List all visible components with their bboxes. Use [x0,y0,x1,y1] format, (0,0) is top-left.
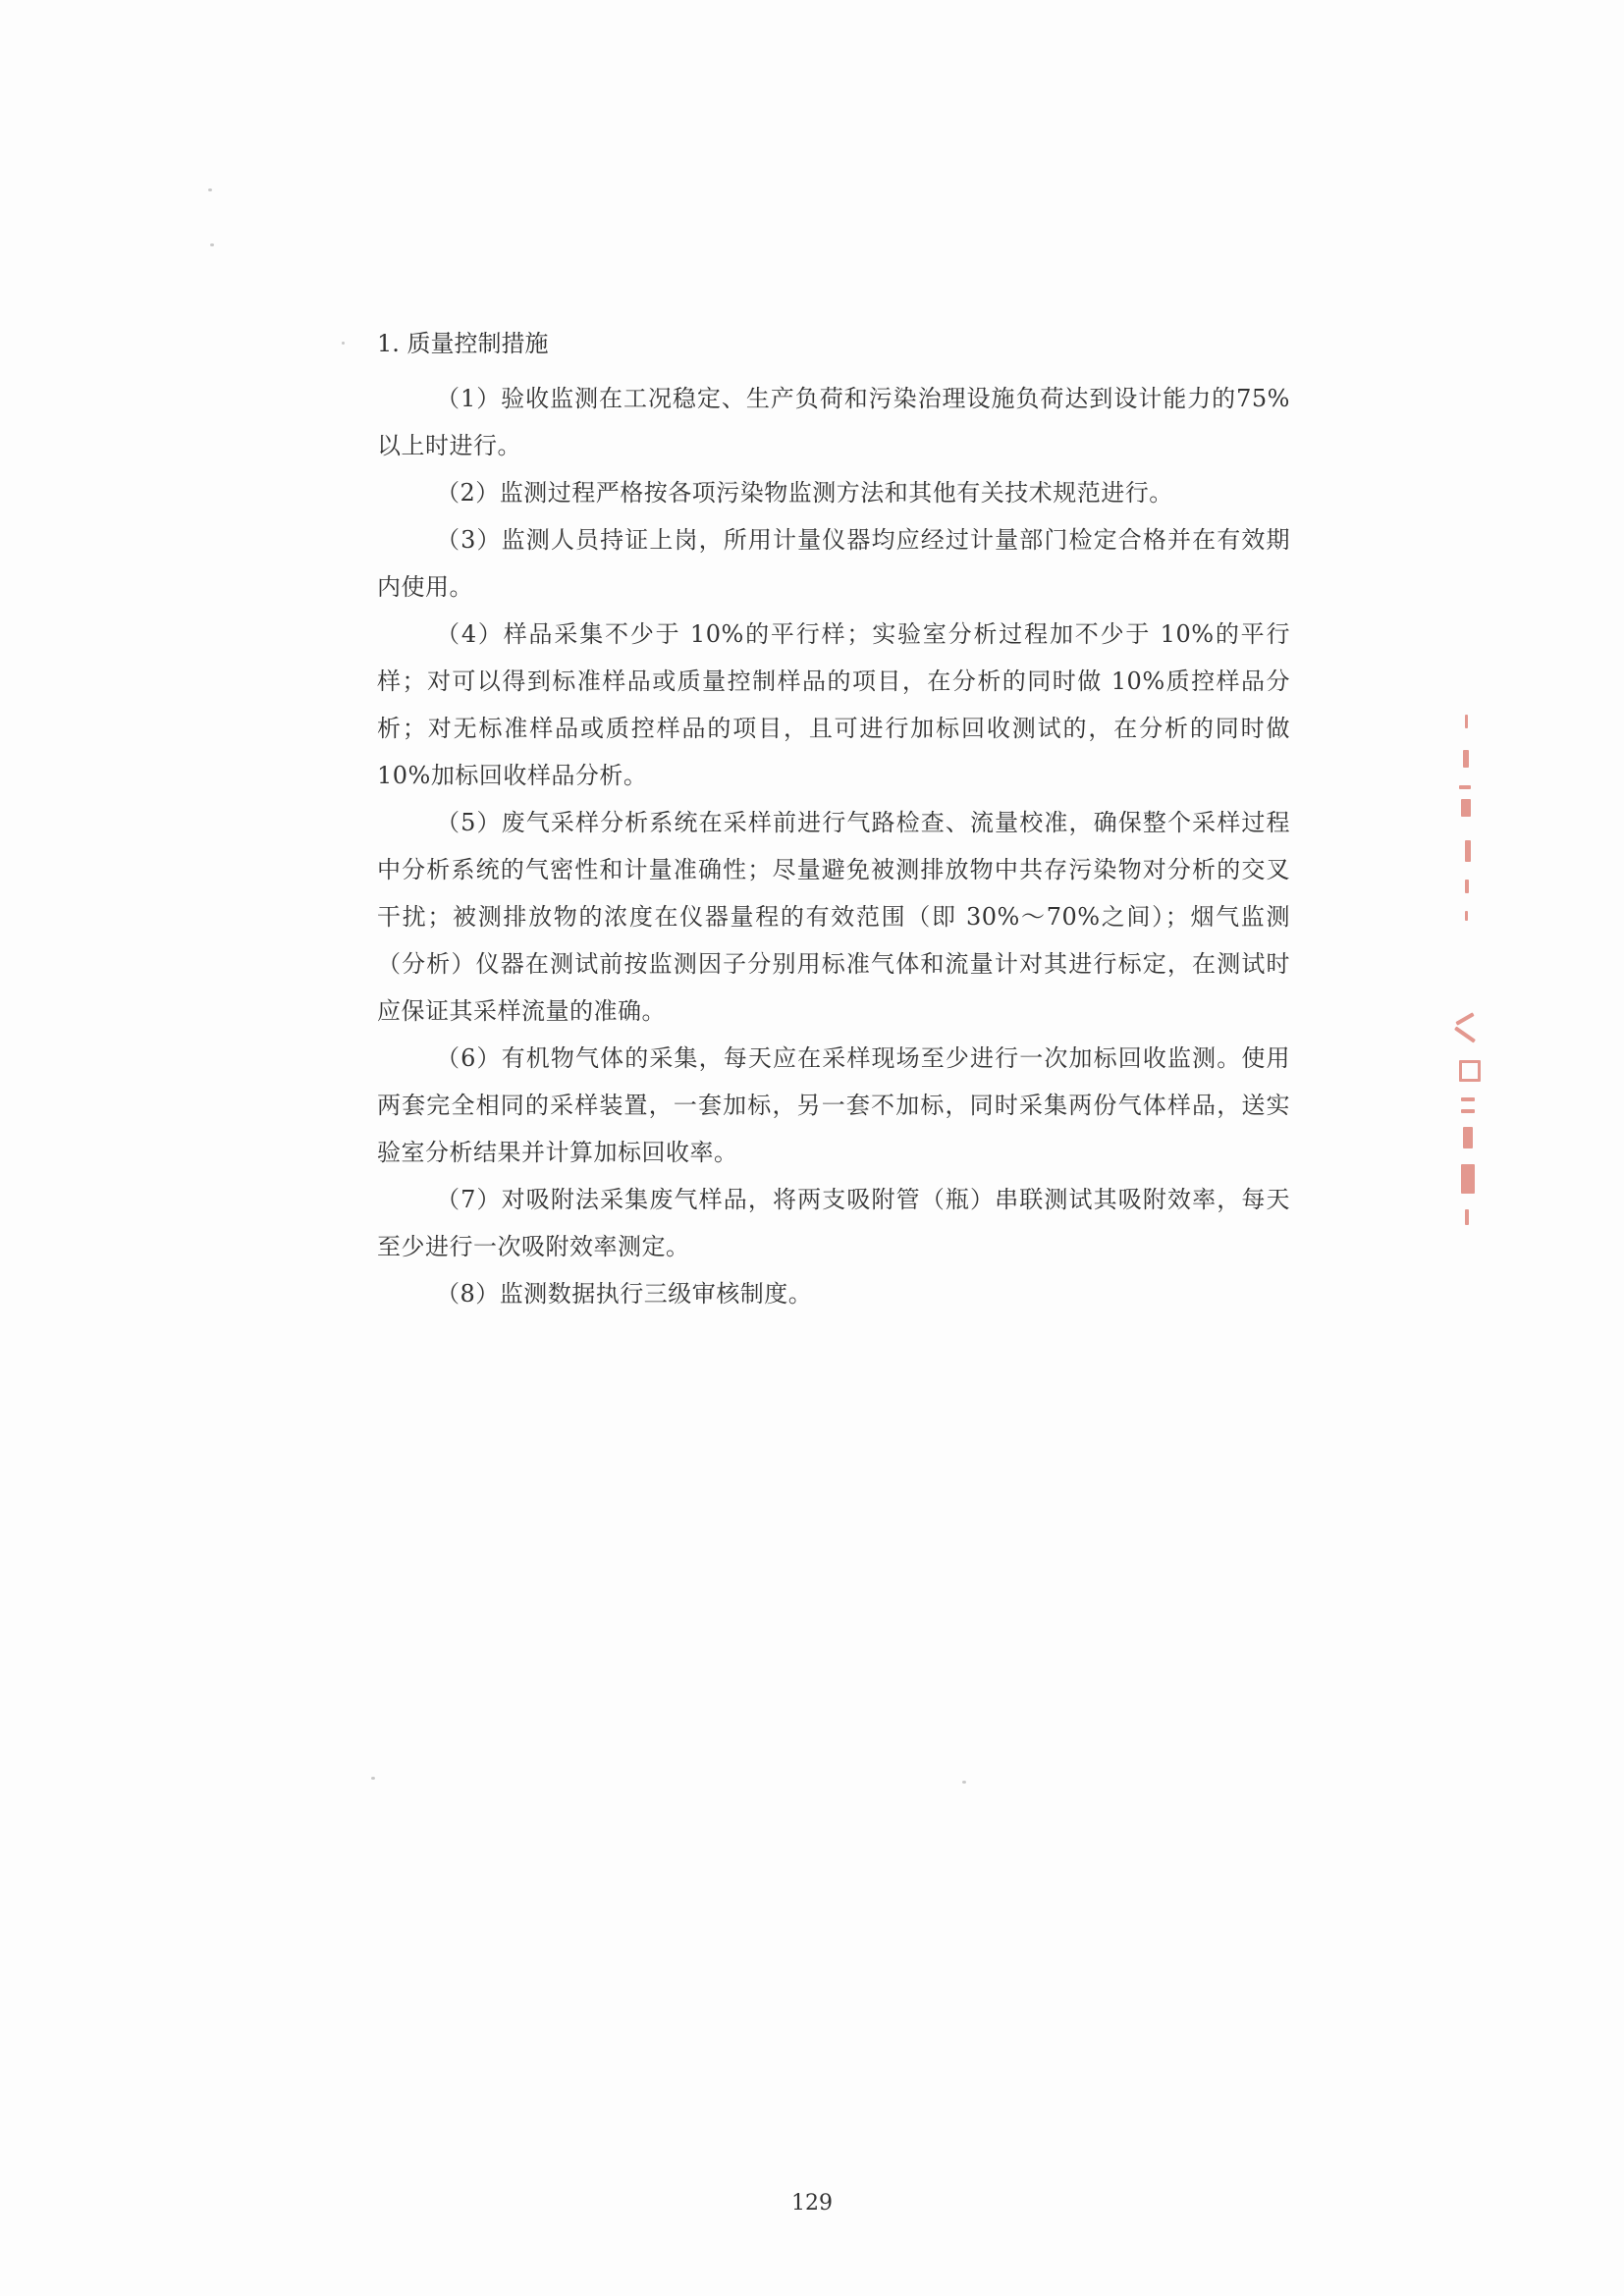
paragraph-4: （4）样品采集不少于 10%的平行样；实验室分析过程加不少于 10%的平行样；对可以得到标准样品或质量控制样品的项目，在分析的同时做 10%质控样品分析；对无标准样品或质控样品的项目，且可进行加标回收测试的，在分析的同时做 10%加标回收样品分析。 [377,620,1290,789]
paragraph-8: （8）监测数据执行三级审核制度。 [436,1280,813,1308]
paragraph-3: （3）监测人员持证上岗，所用计量仪器均应经过计量部门检定合格并在有效期内使用。 [377,526,1290,601]
page-number: 129 [791,2191,833,2216]
scan-speck [208,188,212,191]
scan-speck [962,1781,966,1784]
seal-stamp-fragment-upper [1451,715,1483,931]
main-content [377,316,1290,1317]
paragraph-6: （6）有机物气体的采集，每天应在采样现场至少进行一次加标回收监测。使用两套完全相同的采样装置，一套加标，另一套不加标，同时采集两份气体样品，送实验室分析结果并计算加标回收率。 [377,1044,1290,1166]
paragraph-7: （7）对吸附法采集废气样品，将两支吸附管（瓶）串联测试其吸附效率，每天至少进行一次吸附效率测定。 [377,1186,1290,1260]
paragraph-2: （2）监测过程严格按各项污染物监测方法和其他有关技术规范进行。 [436,479,1173,507]
paragraph-1: （1）验收监测在工况稳定、生产负荷和污染治理设施负荷达到设计能力的75%以上时进行。 [377,385,1290,459]
scan-speck [371,1777,375,1780]
scan-speck [342,342,345,345]
seal-stamp-fragment-lower [1451,1017,1483,1233]
section-heading: 1. 质量控制措施 [377,330,549,357]
scan-speck [210,243,214,246]
paragraph-5: （5）废气采样分析系统在采样前进行气路检查、流量校准，确保整个采样过程中分析系统的气密性和计量准确性；尽量避免被测排放物中共存污染物对分析的交叉干扰；被测排放物的浓度在仪器量程的有效范围（即 30%～70%之间）；烟气监测（分析）仪器在测试前按监测因子分别用标准气体和流量计对其进行标定，在测试时应保证其采样流量的准确。 [377,809,1290,1025]
